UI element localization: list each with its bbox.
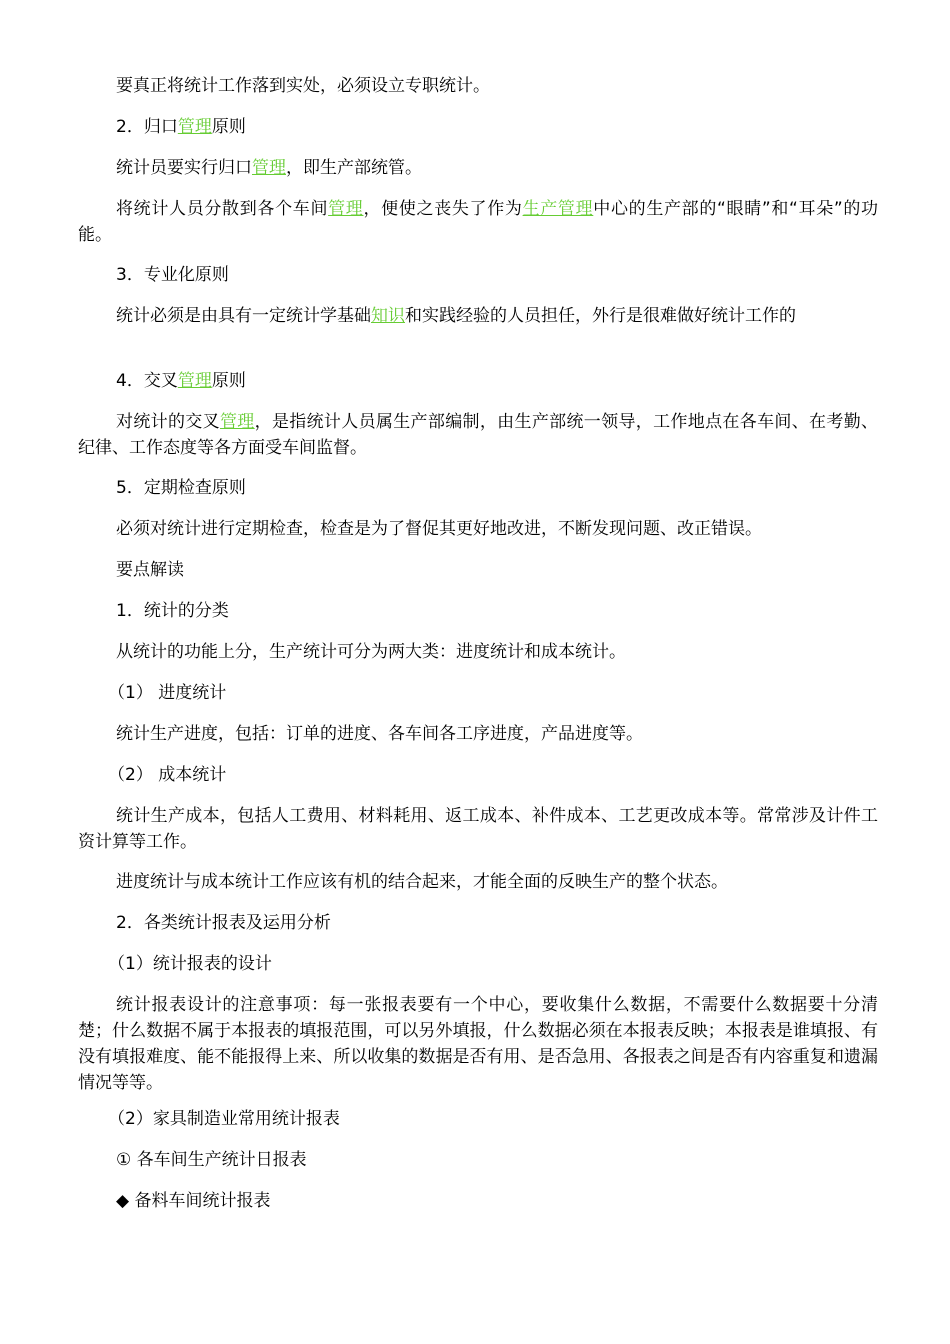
heading-text: （2）家具制造业常用统计报表 [108, 1109, 340, 1129]
heading-key-points [78, 557, 878, 583]
list-item-daily-report [78, 1147, 878, 1173]
paragraph-text: 中心的生产部的“眼睛”和“耳朵”的功能。 [78, 199, 879, 245]
heading-statistics-classification [78, 598, 878, 624]
heading-centralized-management [78, 114, 878, 140]
list-item-text: ◆ 备料车间统计报表 [116, 1191, 271, 1211]
paragraph-text: 必须对统计进行定期检查，检查是为了督促其更好地改进，不断发现问题、改正错误。 [116, 519, 762, 539]
heading-text: （1） 进度统计 [108, 683, 227, 703]
paragraph-eyes-and-ears [78, 196, 878, 248]
paragraph-text: 统计生产进度，包括：订单的进度、各车间各工序进度，产品进度等。 [116, 724, 643, 744]
heading-text: 原则 [211, 117, 246, 137]
paragraph-text: 要真正将统计工作落到实处，必须设立专职统计。 [116, 76, 490, 96]
paragraph-text: 进度统计与成本统计工作应该有机的结合起来，才能全面的反映生产的整个状态。 [116, 872, 728, 892]
heading-text: 4．交叉 [116, 371, 178, 391]
list-item-material-prep-report [78, 1188, 878, 1214]
management-link[interactable]: 管理 [177, 117, 212, 137]
paragraph-text: 将统计人员分散到各个车间 [116, 199, 329, 219]
paragraph-text: 统计报表设计的注意事项：每一张报表要有一个中心，要收集什么数据，不需要什么数据要十分清楚；什么数据不属于本报表的填报范围，可以另外填报，什么数据必须在本报表反映；本报表是谁填报、有没有填报难度、能不能报得上来、所以收集的数据是否有用、是否急用、各报表之间是否有内容重复和遗漏情况等等。 [78, 995, 878, 1093]
paragraph-text: 统计员要实行归口 [116, 158, 252, 178]
paragraph-specialization [78, 303, 878, 329]
paragraph-full-time-statistics [78, 73, 878, 99]
heading-text: 要点解读 [116, 560, 184, 580]
management-link[interactable]: 管理 [177, 371, 212, 391]
heading-text: 原则 [211, 371, 246, 391]
paragraph-text: 从统计的功能上分，生产统计可分为两大类：进度统计和成本统计。 [116, 642, 626, 662]
paragraph-text: 和实践经验的人员担任，外行是很难做好统计工作的 [405, 306, 796, 326]
knowledge-link[interactable]: 知识 [371, 306, 405, 326]
paragraph-report-design [78, 992, 878, 1096]
subheading-report-design [108, 951, 868, 977]
paragraph-two-categories [78, 639, 878, 665]
paragraph-text: 统计必须是由具有一定统计学基础 [116, 306, 371, 326]
paragraph-cross-management [78, 409, 878, 461]
management-link[interactable]: 管理 [328, 199, 364, 219]
heading-specialization [78, 262, 878, 288]
paragraph-text: 对统计的交叉 [116, 412, 220, 432]
paragraph-combine-statistics [78, 869, 878, 895]
heading-periodic-inspection [78, 475, 878, 501]
heading-text: 1．统计的分类 [116, 601, 229, 621]
list-item-text: ① 各车间生产统计日报表 [116, 1150, 307, 1170]
management-link[interactable]: 管理 [252, 158, 286, 178]
subheading-furniture-reports [108, 1106, 868, 1132]
subheading-cost-statistics [108, 762, 868, 788]
heading-text: 5．定期检查原则 [116, 478, 246, 498]
paragraph-text: ，便使之丧失了作为 [363, 199, 523, 219]
production-management-link[interactable]: 生产管理 [522, 199, 594, 219]
heading-text: 3．专业化原则 [116, 265, 229, 285]
heading-text: 2．各类统计报表及运用分析 [116, 913, 331, 933]
heading-statistical-reports [78, 910, 878, 936]
heading-text: （1）统计报表的设计 [108, 954, 272, 974]
paragraph-text: ，是指统计人员属生产部编制，由生产部统一领导，工作地点在各车间、在考勤、纪律、工作态度等各方面受车间监督。 [78, 412, 879, 458]
paragraph-centralized-management [78, 155, 878, 181]
paragraph-cost-statistics [78, 803, 878, 855]
paragraph-progress-statistics [78, 721, 878, 747]
subheading-progress-statistics [108, 680, 868, 706]
paragraph-periodic-inspection [78, 516, 878, 542]
paragraph-text: ，即生产部统管。 [286, 158, 422, 178]
heading-cross-management [78, 368, 878, 394]
management-link[interactable]: 管理 [219, 412, 255, 432]
heading-text: （2） 成本统计 [108, 765, 227, 785]
heading-text: 2．归口 [116, 117, 178, 137]
paragraph-text: 统计生产成本，包括人工费用、材料耗用、返工成本、补件成本、工艺更改成本等。常常涉及计件工资计算等工作。 [78, 806, 878, 852]
